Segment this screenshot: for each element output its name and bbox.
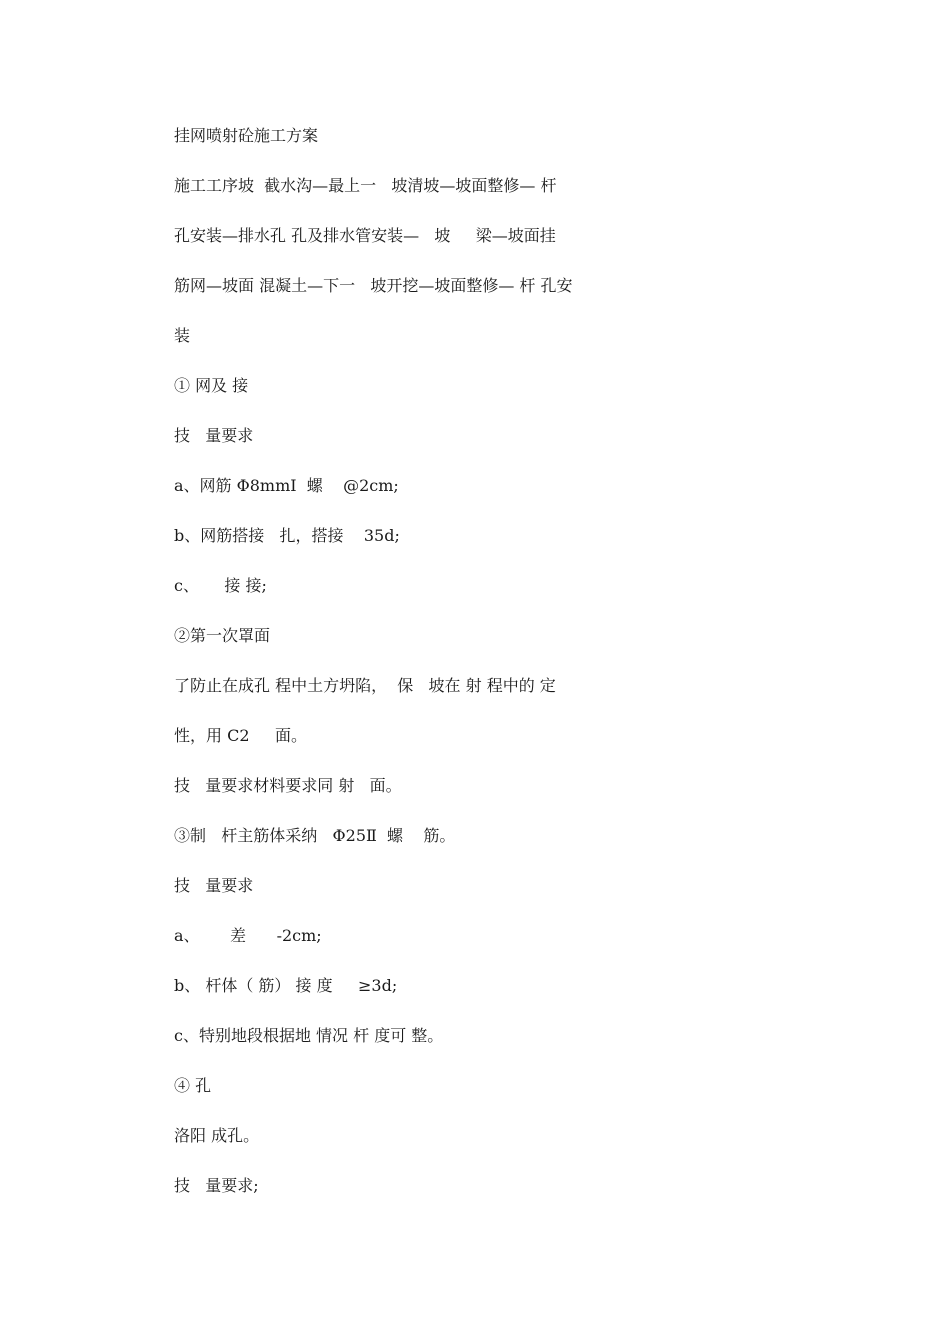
list-item: a、 差 -2cm; — [174, 926, 322, 945]
list-item: a、网筋 Φ8mmⅠ 螺 @2cm; — [174, 476, 399, 495]
list-item: c、 接 接; — [174, 576, 267, 595]
subheading: 技 量要求 — [174, 426, 254, 445]
section-heading: ① 网及 接 — [174, 376, 249, 395]
text-line: 装 — [174, 326, 191, 345]
document-title: 挂网喷射砼施工方案 — [174, 126, 319, 145]
text-line: 性，用 C2 面。 — [174, 726, 307, 745]
document-page — [174, 124, 794, 1224]
subheading: 技 量要求; — [174, 1176, 259, 1195]
list-item: b、 杆体（ 筋） 接 度 ≥3d; — [174, 976, 398, 995]
text-line: 洛阳 成孔。 — [174, 1126, 260, 1145]
text-line: 筋网—坡面 混凝土—下一 坡开挖—坡面整修— 杆 孔安 — [174, 276, 573, 295]
text-line: 施工工序坡 截水沟—最上一 坡清坡—坡面整修— 杆 — [174, 176, 557, 195]
list-item: b、网筋搭接 扎，搭接 35d; — [174, 526, 400, 545]
list-item: c、特别地段根据地 情况 杆 度可 整。 — [174, 1026, 444, 1045]
section-heading: ④ 孔 — [174, 1076, 212, 1095]
section-heading: ③制 杆主筋体采纳 Φ25Ⅱ 螺 筋。 — [174, 826, 456, 845]
text-line: 技 量要求材料要求同 射 面。 — [174, 776, 402, 795]
section-heading: ②第一次罩面 — [174, 626, 271, 645]
text-line: 孔安装—排水孔 孔及排水管安装— 坡 梁—坡面挂 — [174, 226, 556, 245]
subheading: 技 量要求 — [174, 876, 254, 895]
text-line: 了防止在成孔 程中土方坍陷， 保 坡在 射 程中的 定 — [174, 676, 556, 695]
